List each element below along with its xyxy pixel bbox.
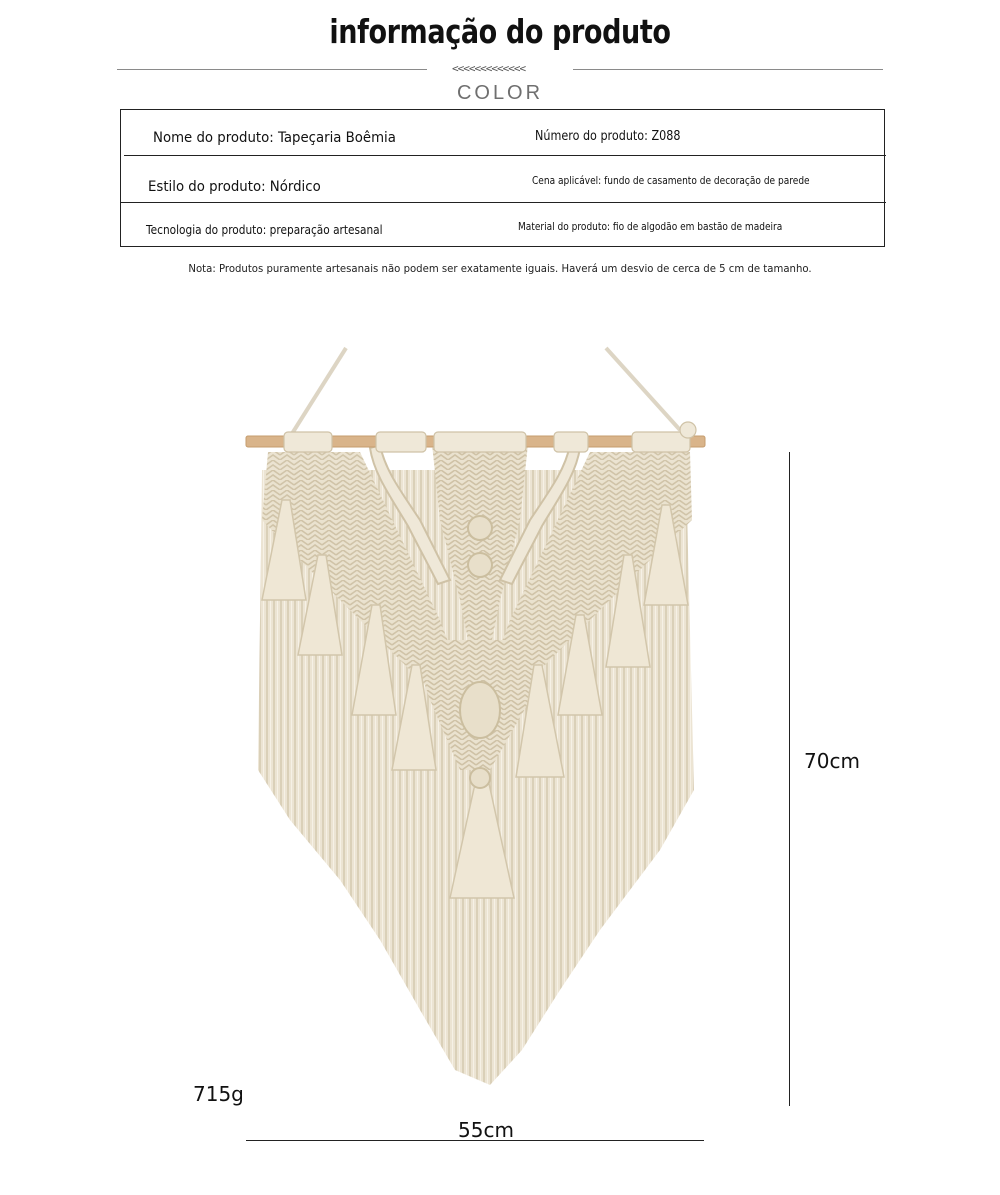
color-subtitle: COLOR — [456, 82, 544, 104]
product-material: Material do produto: fio de algodão em bastão de madeira — [518, 221, 783, 233]
hanging-cord — [288, 348, 680, 440]
product-number: Número do produto: Z088 — [535, 129, 681, 144]
product-name: Nome do produto: Tapeçaria Boêmia — [153, 130, 396, 146]
product-scene: Cena aplicável: fundo de casamento de decoração de parede — [532, 175, 810, 187]
chevron-ornament-icon: <<<<<<<<<<<<< — [452, 62, 526, 75]
height-label: 70cm — [804, 749, 860, 773]
product-technology: Tecnologia do produto: preparação artesanal — [146, 223, 383, 237]
height-dimension-line — [789, 452, 790, 1106]
weight-label: 715g — [193, 1082, 244, 1106]
product-style: Estilo do produto: Nórdico — [148, 179, 321, 195]
width-label: 55cm — [458, 1118, 514, 1142]
page-title: informação do produto — [329, 12, 671, 51]
note-text: Nota: Produtos puramente artesanais não podem ser exatamente iguais. Haverá um desvio de cerca de 5 cm de tamanho. — [188, 262, 812, 275]
